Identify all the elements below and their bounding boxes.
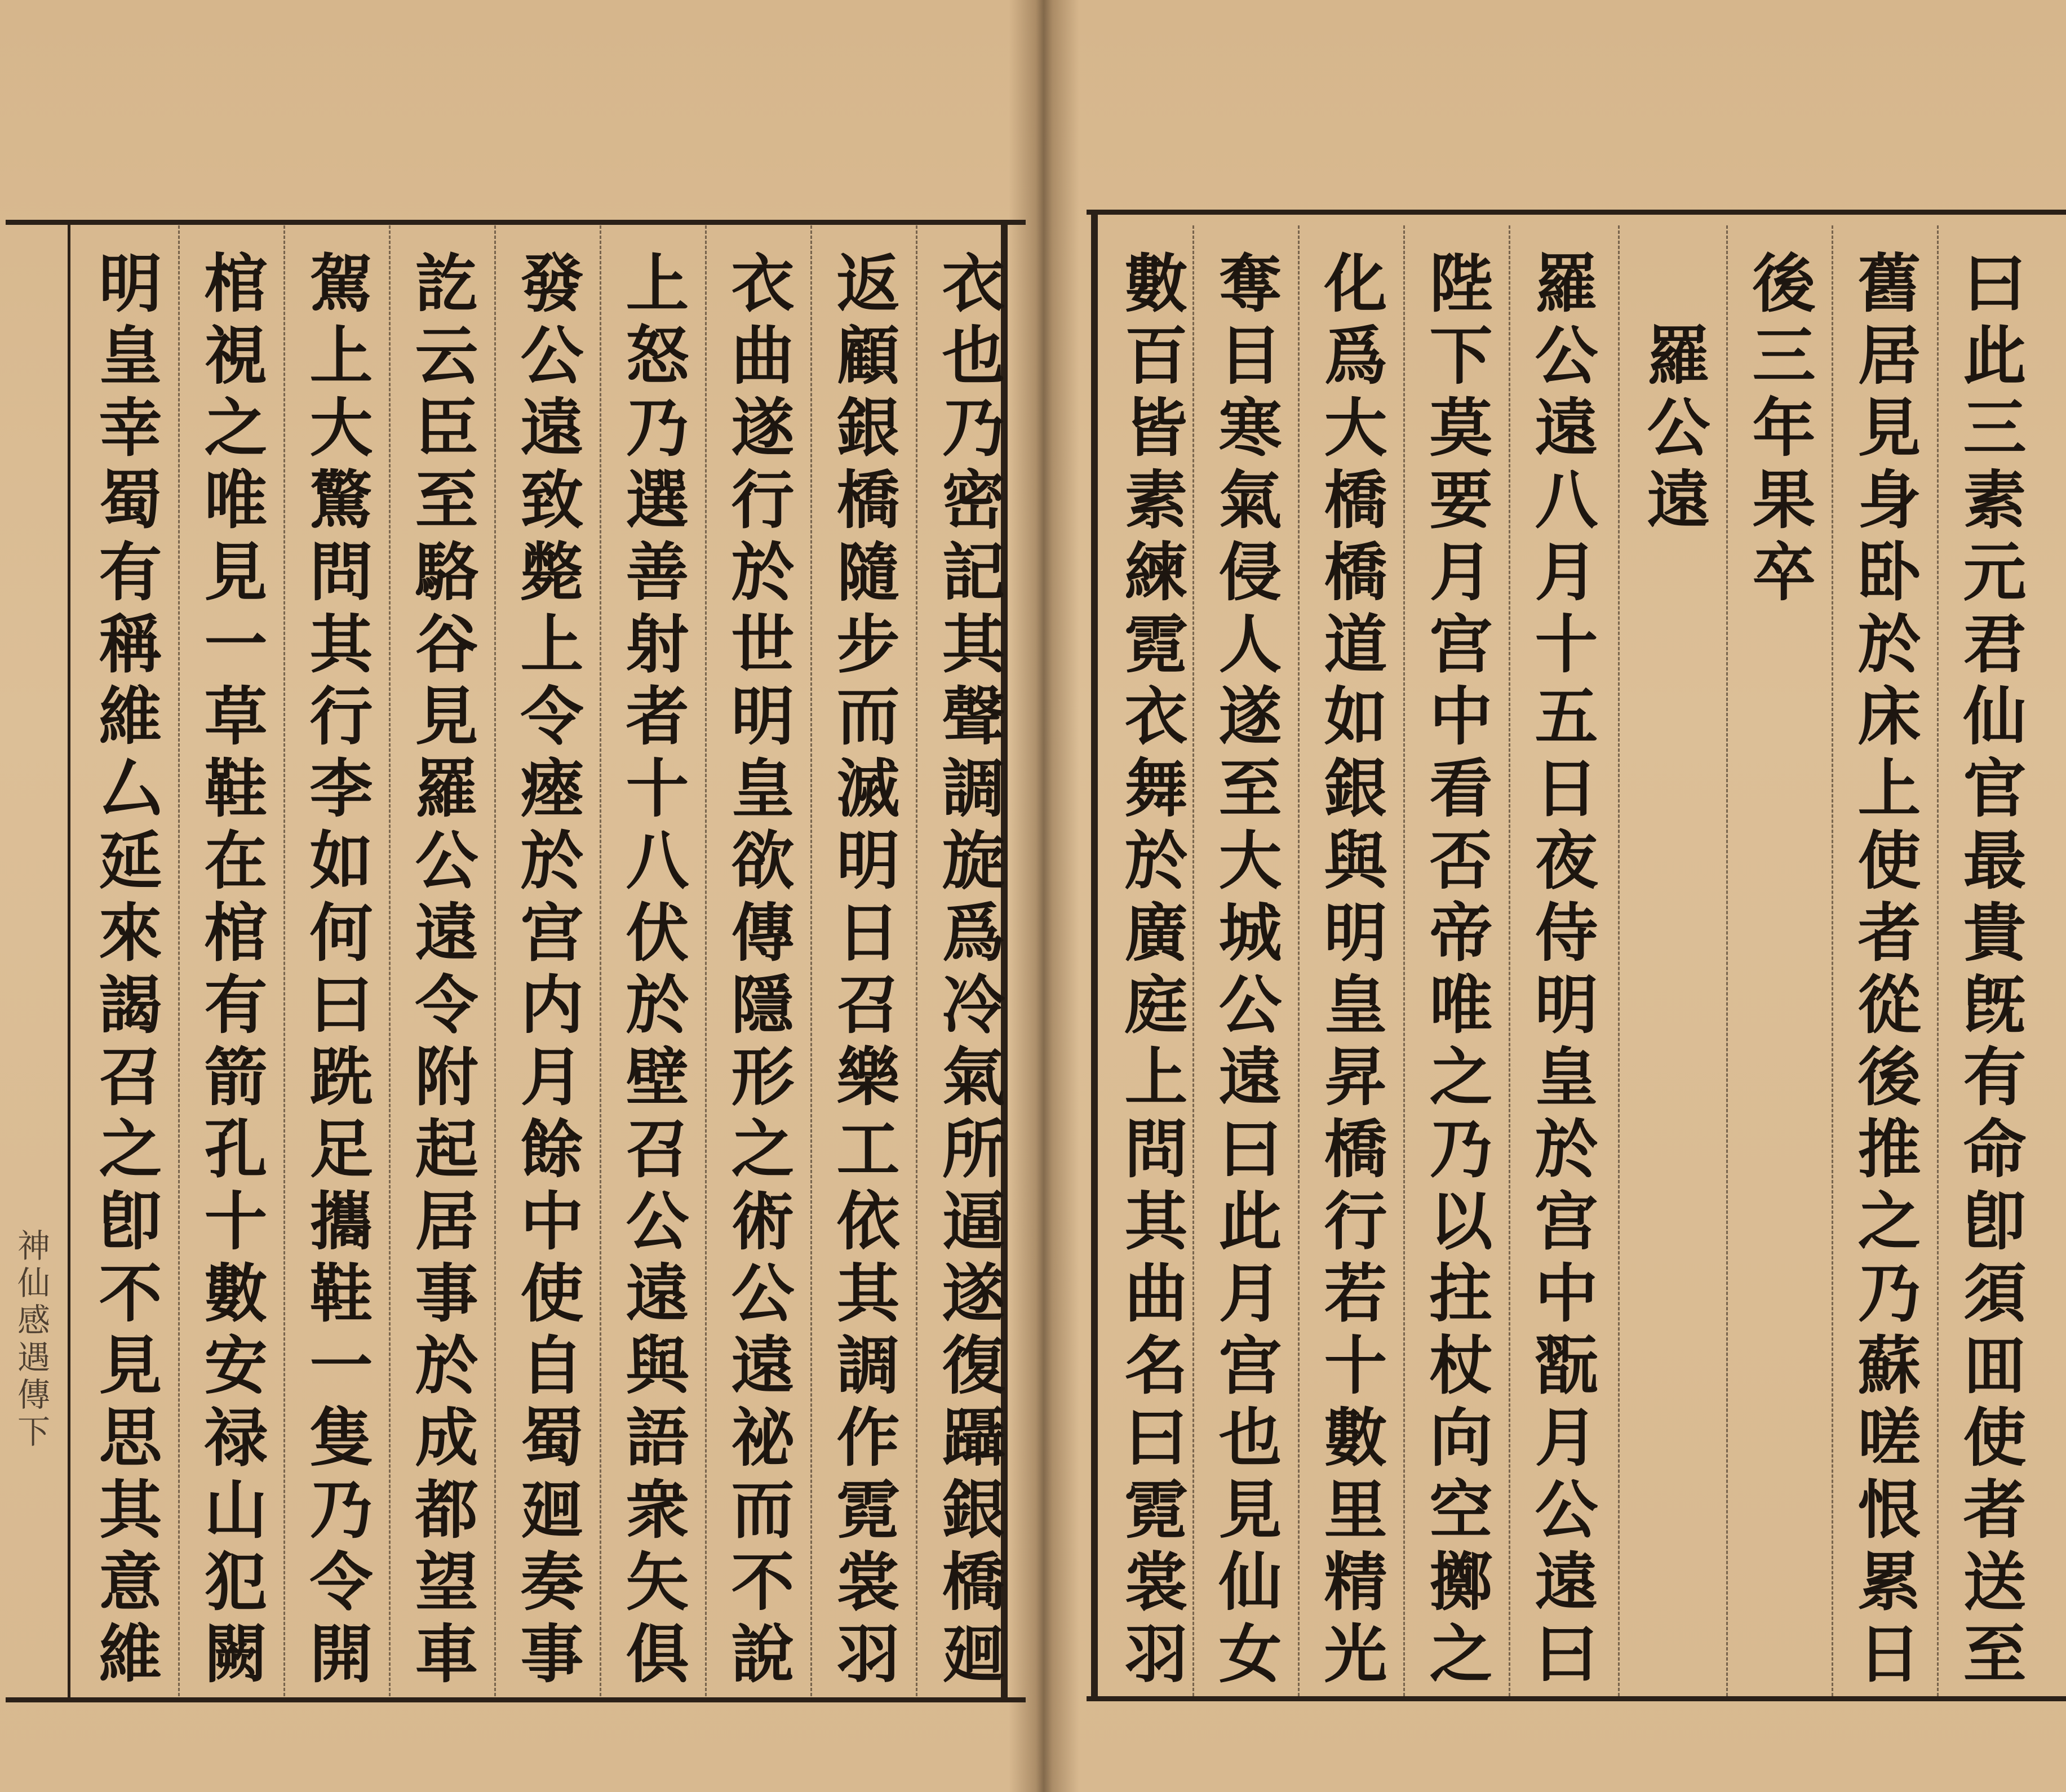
column-rule bbox=[1618, 225, 1620, 1696]
text-column: 奪目寒氣侵人遂至大城公遠曰此月宫也見仙女 bbox=[1208, 250, 1282, 1693]
section-title: 羅公遠 bbox=[1637, 322, 1710, 539]
text-column: 上怒乃選善射者十八伏於壁召公遠與語衆矢俱 bbox=[615, 250, 689, 1693]
text-column: 數百皆素練霓衣舞於廣庭上問其曲名曰霓裳羽 bbox=[1114, 250, 1188, 1693]
text-column: 發公遠致斃上令瘞於宫内月餘中使自蜀廻奏事 bbox=[510, 250, 584, 1693]
text-column: 駕上大驚問其行李如何曰跣足攜鞋一隻乃令開 bbox=[299, 250, 373, 1693]
text-column: 舊居見身卧於床上使者從後推之乃蘇嗟恨累日 bbox=[1847, 250, 1921, 1693]
left-page-inner-border bbox=[68, 220, 70, 1702]
text-column: 明皇幸蜀有稱維厶延來謁召之卽不見思其意維 bbox=[88, 250, 162, 1693]
text-column: 化爲大橋橋道如銀與明皇昇橋行若十數里精光 bbox=[1314, 250, 1387, 1693]
text-column: 衣也乃密記其聲調旋爲冷氣所逼遂復躡銀橋廻 bbox=[932, 250, 1005, 1693]
right-page-left-border bbox=[1091, 210, 1098, 1701]
text-column: 衣曲遂行於世明皇欲傳隱形之術公遠祕而不說 bbox=[721, 250, 795, 1693]
fold-margin-caption: 神仙感遇傳下 bbox=[12, 1228, 50, 1452]
text-column: 曰此三素元君仙官最貴旣有命卽須囬使者送至 bbox=[1953, 250, 2027, 1693]
text-column: 棺視之唯見一草鞋在棺有箭孔十數安禄山犯闕 bbox=[194, 250, 268, 1693]
right-page-top-border bbox=[1087, 210, 2066, 215]
text-column: 訖云臣至駱谷見羅公遠令附起居事於成都望車 bbox=[405, 250, 478, 1693]
text-column: 後三年果卒 bbox=[1742, 250, 1816, 611]
right-page bbox=[1059, 0, 2066, 1792]
left-page bbox=[0, 0, 1031, 1792]
text-column: 陛下莫要月宫中看否帝唯之乃以拄杖向空擲之 bbox=[1419, 250, 1493, 1693]
text-column: 羅公遠八月十五日夜侍明皇於宫中翫月公遠曰 bbox=[1524, 250, 1598, 1693]
text-column: 返顧銀橋隨步而滅明日召樂工依其調作霓裳羽 bbox=[826, 250, 900, 1693]
left-page-top-border bbox=[6, 220, 1026, 225]
